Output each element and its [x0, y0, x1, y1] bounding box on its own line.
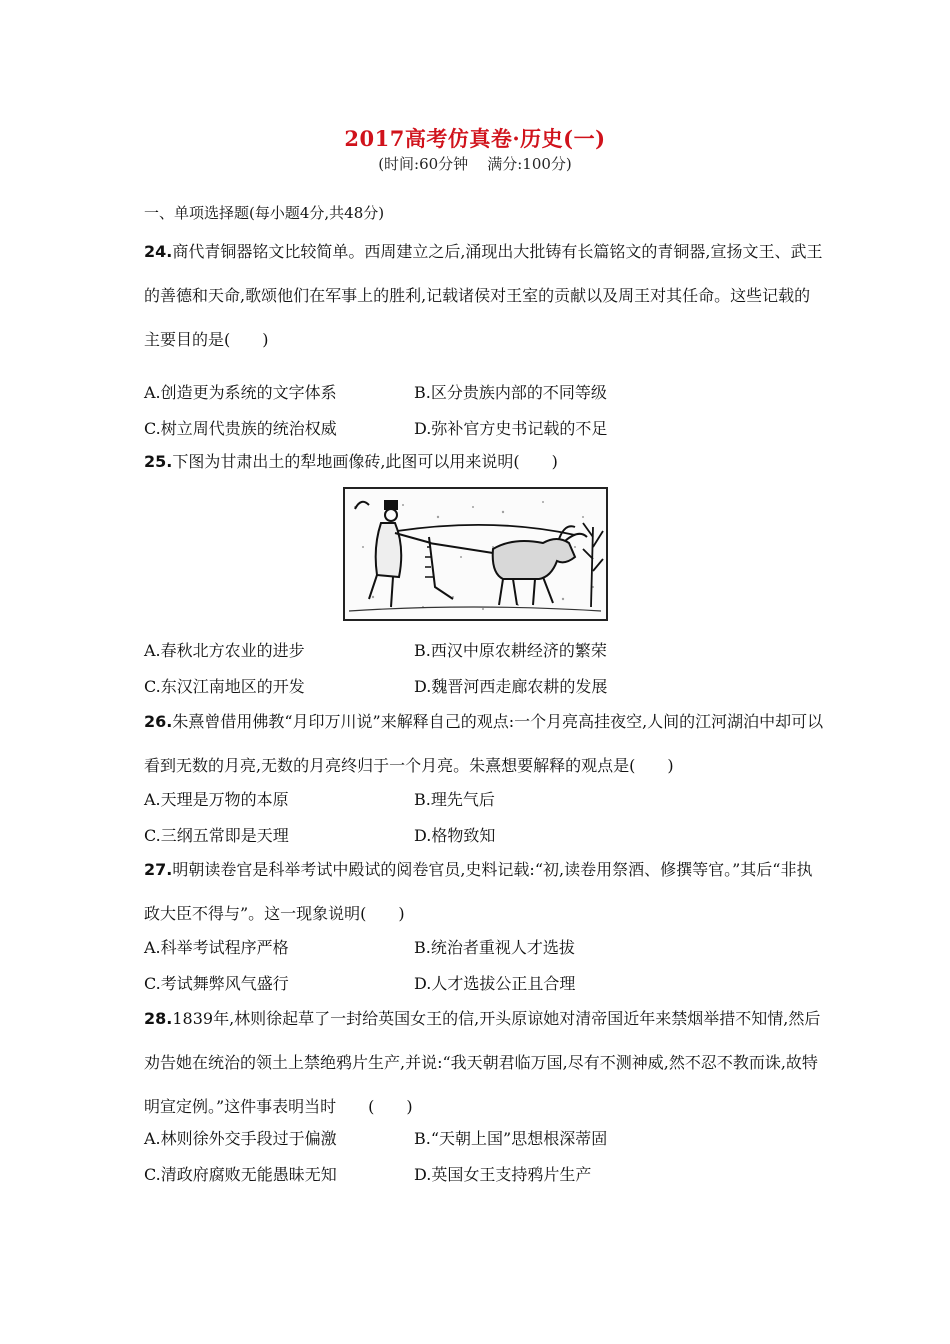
question-number: 24.	[144, 242, 173, 261]
section-heading: 一、单项选择题(每小题4分,共48分)	[144, 204, 385, 222]
question-24-option-c[interactable]: C.树立周代贵族的统治权威	[144, 419, 337, 438]
question-number: 28.	[144, 1009, 173, 1028]
question-26-option-d[interactable]: D.格物致知	[414, 826, 496, 845]
question-25-stem	[144, 440, 824, 484]
question-28-option-b[interactable]: B.“天朝上国”思想根深蒂固	[414, 1129, 608, 1148]
question-24-stem	[144, 230, 824, 362]
question-number: 27.	[144, 860, 173, 879]
question-25-option-d[interactable]: D.魏晋河西走廊农耕的发展	[414, 677, 608, 696]
question-number: 25.	[144, 452, 173, 471]
plowing-brick-image	[343, 487, 608, 621]
question-number: 26.	[144, 712, 173, 731]
question-27-option-c[interactable]: C.考试舞弊风气盛行	[144, 974, 289, 993]
question-27-option-d[interactable]: D.人才选拔公正且合理	[414, 974, 576, 993]
question-24-option-a[interactable]: A.创造更为系统的文字体系	[144, 383, 337, 402]
question-25-option-c[interactable]: C.东汉江南地区的开发	[144, 677, 305, 696]
question-28-option-a[interactable]: A.林则徐外交手段过于偏激	[144, 1129, 337, 1148]
question-24-option-d[interactable]: D.弥补官方史书记载的不足	[414, 419, 608, 438]
question-26-option-a[interactable]: A.天理是万物的本原	[144, 790, 289, 809]
question-28-option-d[interactable]: D.英国女王支持鸦片生产	[414, 1165, 592, 1184]
exam-title: 2017高考仿真卷·历史(一)	[344, 126, 606, 151]
question-27-option-a[interactable]: A.科举考试程序严格	[144, 938, 289, 957]
question-text: 1839年,林则徐起草了一封给英国女王的信,开头原谅她对清帝国近年来禁烟举措不知情,然后劝告她在统治的领土上禁绝鸦片生产,并说:“我天朝君临万国,尽有不测神威,然不忍不教而诛,故特明宣定例。”这件事表明当时 ( )	[144, 1009, 821, 1116]
question-25-option-a[interactable]: A.春秋北方农业的进步	[144, 641, 305, 660]
question-26-option-b[interactable]: B.理先气后	[414, 790, 495, 809]
question-24-option-b[interactable]: B.区分贵族内部的不同等级	[414, 383, 607, 402]
question-26-stem	[144, 700, 824, 788]
question-25-option-b[interactable]: B.西汉中原农耕经济的繁荣	[414, 641, 607, 660]
question-28-stem	[144, 997, 824, 1129]
question-27-option-b[interactable]: B.统治者重视人才选拔	[414, 938, 575, 957]
question-27-stem	[144, 848, 824, 936]
question-text: 明朝读卷官是科举考试中殿试的阅卷官员,史料记载:“初,读卷用祭酒、修撰等官。”其后“非执政大臣不得与”。这一现象说明( )	[144, 860, 813, 923]
question-text: 商代青铜器铭文比较简单。西周建立之后,涌现出大批铸有长篇铭文的青铜器,宣扬文王、武王的善德和天命,歌颂他们在军事上的胜利,记载诸侯对王室的贡献以及周王对其任命。这些记载的主要目的是( )	[144, 242, 823, 349]
question-26-option-c[interactable]: C.三纲五常即是天理	[144, 826, 289, 845]
question-text: 下图为甘肃出土的犁地画像砖,此图可以用来说明( )	[172, 452, 558, 471]
question-28-option-c[interactable]: C.清政府腐败无能愚昧无知	[144, 1165, 337, 1184]
question-text: 朱熹曾借用佛教“月印万川说”来解释自己的观点:一个月亮高挂夜空,人间的江河湖泊中却可以看到无数的月亮,无数的月亮终归于一个月亮。朱熹想要解释的观点是( )	[144, 712, 824, 775]
exam-subtitle: (时间:60分钟 满分:100分)	[378, 155, 572, 173]
